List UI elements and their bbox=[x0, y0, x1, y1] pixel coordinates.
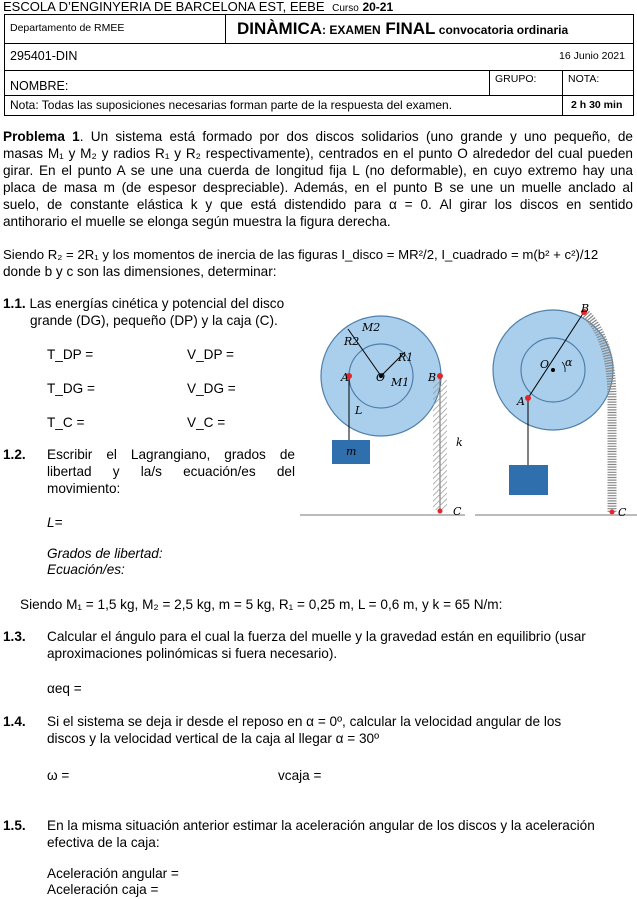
q11-text-2: grande (DG), pequeño (DP) y la caja (C). bbox=[30, 313, 278, 328]
label-b-right: B bbox=[581, 302, 590, 315]
q12-text-2: libertad y la/s ecuación/es del bbox=[47, 464, 295, 479]
label-alpha: α bbox=[565, 356, 573, 369]
v-dg: V_DG = bbox=[187, 381, 236, 396]
exam-note: Nota: Todas las suposiciones necesarias forman parte de la respuesta del examen. bbox=[10, 98, 453, 112]
box-acc-answer: Aceleración caja = bbox=[47, 882, 159, 897]
header-row-3 bbox=[5, 70, 633, 96]
mechanism-figure bbox=[300, 300, 637, 525]
problem-statement bbox=[3, 128, 633, 230]
omega-answer: ω = bbox=[47, 768, 70, 783]
dof-label: Grados de libertad: bbox=[47, 546, 163, 561]
q12-text-3: movimiento: bbox=[47, 481, 121, 496]
q11-text-1: Las energías cinética y potencial del disco bbox=[29, 296, 285, 311]
label-a-right: A bbox=[517, 395, 525, 408]
alpha-eq-answer: αeq = bbox=[47, 681, 82, 696]
header-table bbox=[4, 14, 634, 116]
problem-line-5: suelo, de constante elástica k y que está distendido para α = 0. Al girar los discos en sentido bbox=[3, 197, 633, 212]
q14-text-1: Si el sistema se deja ir desde el reposo en α = 0º, calcular la velocidad angular de los bbox=[47, 714, 562, 729]
name-label: NOMBRE: bbox=[10, 79, 69, 93]
v-c: V_C = bbox=[187, 415, 226, 430]
vcaja-answer: vcaja = bbox=[278, 768, 322, 783]
school-name: ESCOLA D’ENGINYERIA DE BARCELONA EST, EEBE bbox=[3, 0, 325, 14]
label-r2: R2 bbox=[344, 335, 360, 348]
question-1-1 bbox=[3, 295, 303, 329]
given-line-1: Siendo R₂ = 2R₁ y los momentos de inercia de las figuras I_disco = MR²/2, I_cuadrado = m(b² + c²)/12 bbox=[3, 247, 599, 262]
header-row-1 bbox=[5, 15, 633, 44]
problem-line-1: Problema 1. Un sistema está formado por dos discos solidarios (uno grande y uno pequeño, de bbox=[3, 129, 633, 144]
course-code: 295401-DIN bbox=[10, 49, 78, 63]
grade-label: NOTA: bbox=[568, 73, 600, 85]
label-k: k bbox=[456, 436, 463, 449]
angular-acc-answer: Aceleración angular = bbox=[47, 866, 179, 881]
q13-text-1: Calcular el ángulo para el cual la fuerza del muelle y la gravedad están en equilibrio (usar bbox=[47, 629, 586, 644]
v-dp: V_DP = bbox=[187, 347, 234, 362]
q15-text-2: efectiva de la caja: bbox=[47, 835, 160, 850]
group-label: GRUPO: bbox=[495, 73, 537, 85]
equation-label: Ecuación/es: bbox=[47, 562, 125, 577]
department: Departamento de RMEE bbox=[10, 22, 125, 34]
label-o-left: O bbox=[376, 371, 386, 384]
t-dp: T_DP = bbox=[47, 347, 94, 362]
box-right bbox=[509, 465, 548, 495]
problem-line-6: antihorario el muelle se elonga según muestra la figura derecha. bbox=[3, 214, 391, 229]
q15-number: 1.5. bbox=[3, 818, 26, 833]
label-l: L bbox=[355, 404, 363, 417]
q13-text-2: aproximaciones polinómicas si fuera necesario). bbox=[47, 646, 338, 661]
duration: 2 h 30 min bbox=[571, 99, 623, 111]
given-data bbox=[3, 246, 635, 280]
question-1-5 bbox=[47, 817, 633, 851]
problem-line-4: placa de masa m (de espesor despreciable). Además, en el punto B se une un muelle anclado al bbox=[3, 180, 633, 195]
exam-date: 16 Junio 2021 bbox=[559, 50, 625, 62]
problem-line-3: girar. En el punto A se une una cuerda de longitud fija L (no deformable), en cuyo extremo hay una bbox=[3, 163, 633, 178]
header-row-4 bbox=[5, 95, 633, 115]
label-a-left: A bbox=[341, 371, 349, 384]
given-line-2: donde b y c son las dimensiones, determinar: bbox=[3, 264, 277, 279]
course-value: 20-21 bbox=[362, 0, 394, 14]
lagrangian-label: L= bbox=[47, 515, 63, 530]
label-c-left: C bbox=[453, 505, 462, 518]
left-discs bbox=[300, 316, 465, 515]
label-r1: R1 bbox=[398, 351, 414, 364]
label-c-right: C bbox=[618, 506, 627, 519]
t-c: T_C = bbox=[47, 415, 85, 430]
question-1-4 bbox=[47, 713, 633, 747]
label-m: m bbox=[346, 445, 357, 458]
values-line: Siendo M₁ = 1,5 kg, M₂ = 2,5 kg, m = 5 kg, R₁ = 0,25 m, L = 0,6 m, y k = 65 N/m: bbox=[20, 597, 503, 612]
problem-line-2: masas M₁ y M₂ y radios R₁ y R₂ respectivamente), centrados en el punto O alrededor del cual pueden bbox=[3, 146, 633, 161]
header-row-2 bbox=[5, 43, 633, 71]
q15-text-1: En la misma situación anterior estimar la aceleración angular de los discos y la aceleración bbox=[47, 818, 595, 833]
question-1-2 bbox=[47, 446, 295, 497]
q14-number: 1.4. bbox=[3, 714, 26, 729]
right-discs bbox=[475, 309, 637, 515]
exam-title: DINÀMICA: EXAMEN FINAL convocatoria ordinaria bbox=[237, 19, 569, 38]
q12-text-1: Escribir el Lagrangiano, grados de bbox=[47, 447, 295, 462]
q13-number: 1.3. bbox=[3, 629, 26, 644]
question-1-3 bbox=[47, 628, 633, 662]
q12-number: 1.2. bbox=[3, 447, 26, 462]
course-label: Curso bbox=[332, 3, 359, 14]
label-b-left: B bbox=[428, 371, 437, 384]
t-dg: T_DG = bbox=[47, 381, 95, 396]
label-o-right: O bbox=[540, 358, 550, 371]
q14-text-2: discos y la velocidad vertical de la caja al llegar α = 30º bbox=[47, 731, 380, 746]
q11-number: 1.1. bbox=[3, 296, 26, 311]
label-m2: M2 bbox=[362, 321, 381, 334]
label-m1: M1 bbox=[391, 376, 410, 389]
point-a-right bbox=[525, 395, 531, 401]
